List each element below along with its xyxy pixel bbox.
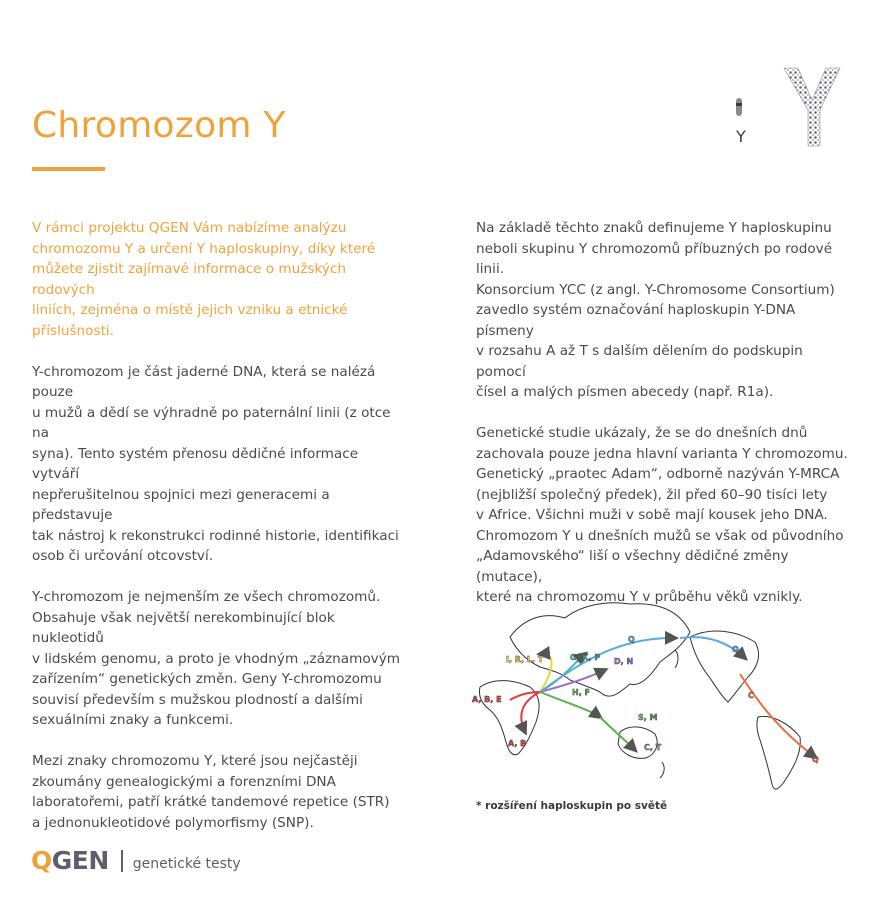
label-gkp: G, K, P <box>570 653 601 662</box>
logo-tagline: genetické testy <box>132 855 241 872</box>
south-america-outline <box>757 716 800 789</box>
japan-outline <box>675 650 678 668</box>
left-column <box>32 218 402 854</box>
label-sm: S, M <box>638 713 658 722</box>
label-q-asia: Q <box>628 635 635 644</box>
label-abe: A, B, E <box>472 695 502 704</box>
label-hf: H, F <box>572 688 590 697</box>
map-caption: * rozšíření haploskupin po světě <box>476 800 668 812</box>
newzealand-outline <box>660 762 664 778</box>
arrow-africa-red <box>521 692 540 732</box>
logo-gen: GEN <box>51 846 109 875</box>
migration-arrows <box>510 637 815 757</box>
title-underline <box>32 167 105 171</box>
paragraph-str-snp: Mezi znaky chromozomu Y, které jsou nejčastěji zkoumány genealogickými a forenzními DNA laboratořemi, patří krátké tandemové repetice (STR) a jednonukleotidové polymorfismy (SNP). <box>32 753 390 831</box>
label-dn: D, N <box>614 657 634 666</box>
paragraph-y-smallest: Y-chromozom je nejmenším ze všech chromozomů. Obsahuje však největší nerekombinující blok nukleotidů v lidském genomu, a proto je vhodným „záznamovým zařízením“ genetických změn. Geny Y-chromozomu souvisí především s mužskou plodností a dalšími sexuálními znaky a funkcemi. <box>32 589 400 728</box>
label-ct: C, T <box>644 743 662 752</box>
logo-separator <box>121 850 123 872</box>
europe-asia-outline <box>510 603 690 696</box>
haplogroup-world-map <box>470 592 842 802</box>
label-c-na: C <box>748 691 754 700</box>
paragraph-y-definition: Y-chromozom je část jaderné DNA, která se nalézá pouze u mužů a dědí se výhradně po paternální linii (z otce na syna). Tento systém přenosu dědičné informace vytváří nepřerušitelnou spojnici mezi generacemi a představuje tak nástroj k rekonstrukci rodinné historie, identifikaci osob či určování otcovství. <box>32 363 399 564</box>
qgen-logo <box>31 846 241 875</box>
intro-paragraph: V rámci projektu QGEN Vám nabízíme analýzu chromozomu Y a určení Y haploskupiny, díky které můžete zjistit zajímavé informace o mužských rodových liniích, zejména o místě jejich vzniku a etnické příslušnosti. <box>32 220 376 339</box>
label-ab: A, B <box>508 739 527 748</box>
logo-q: Q <box>31 846 52 875</box>
label-q-na: Q <box>732 645 739 654</box>
large-y-glyph <box>784 68 840 146</box>
small-chromosome-icon <box>736 98 742 116</box>
arrow-hf-green <box>540 692 600 717</box>
arrow-q-blue <box>540 638 675 692</box>
right-column <box>476 218 856 628</box>
paragraph-haplogroup: Na základě těchto znaků definujeme Y haploskupinu neboli skupinu Y chromozomů příbuzných po rodové linii. Konsorcium YCC (z angl. Y-Chromosome Consortium) zavedlo systém označování haploskupin Y-DNA písmeny v rozsahu A až T s dalším dělením do podskupin pomocí čísel a malých písmen abecedy (např. R1a). <box>476 220 835 400</box>
label-q-sa: Q <box>812 755 819 764</box>
arrow-ct-green <box>600 717 635 750</box>
paragraph-adam: Genetické studie ukázaly, že se do dnešních dnů zachovala pouze jedna hlavní varianta Y chromozomu. Genetický „praotec Adam“, odborně nazýván Y-MRCA (nejbližší společný předek), žil před 60–90 tisíci lety v Africe. Všichni muži v sobě mají kousek jeho DNA. Chromozom Y u dnešních mužů se však od původního „Adamovského“ liší o všechny dědičné změny (mutace), které na chromozomu Y v průběhu věků vznikly. <box>476 425 848 605</box>
page-title: Chromozom Y <box>32 105 286 146</box>
arrow-c-orange <box>740 674 815 757</box>
label-ijrlt: I, R, L, T <box>506 655 544 664</box>
chromosome-label: Y <box>736 127 746 146</box>
logo-wordmark <box>31 846 109 875</box>
